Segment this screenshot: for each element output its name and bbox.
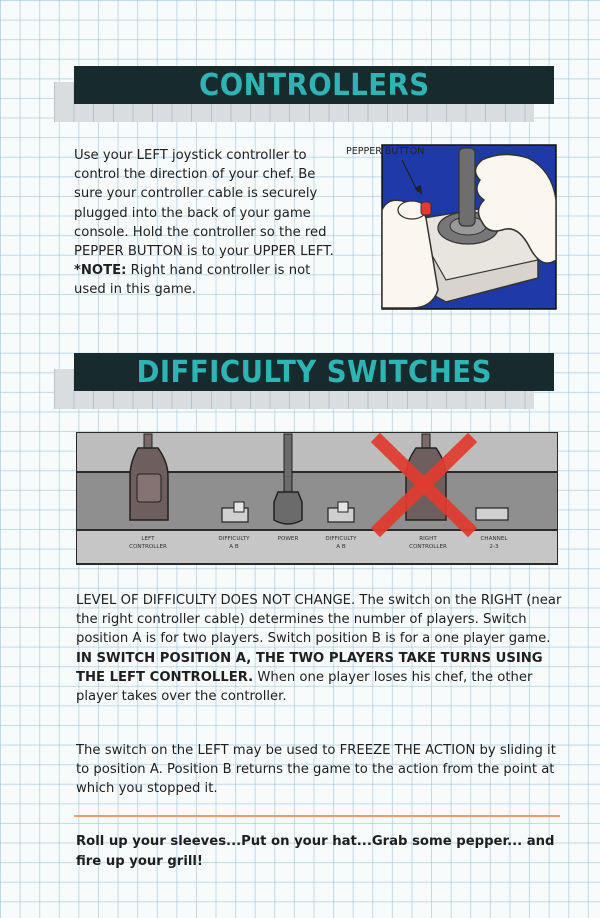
right-cable xyxy=(422,434,430,448)
label-difficulty-a-1: DIFFICULTY xyxy=(218,536,250,542)
label-difficulty-b-2: A B xyxy=(336,544,346,550)
controllers-body: Use your LEFT joystick controller to control the direction of your chef. Be sure your controller cable is securely plugged into the back of your game console. Hold the controller so the red PEPPER BUTTON is to your UPPER LEFT. xyxy=(74,148,334,260)
note-label: *NOTE: xyxy=(74,263,127,279)
label-channel-1: CHANNEL xyxy=(480,536,508,542)
difficulty-paragraph-1 xyxy=(76,591,570,706)
difficulty-para1-bold: IN SWITCH POSITION A, THE TWO PLAYERS TAKE TURNS USING THE LEFT CONTROLLER. xyxy=(76,650,543,685)
controllers-paragraph xyxy=(74,146,346,300)
left-cable xyxy=(144,434,152,448)
label-channel-2: 2-3 xyxy=(489,544,499,550)
difficulty-banner xyxy=(74,353,554,391)
label-right-controller-1: RIGHT xyxy=(419,536,437,542)
label-right-controller-2: CONTROLLER xyxy=(409,544,447,550)
joystick-illustration xyxy=(342,140,560,312)
label-left-controller-1: LEFT xyxy=(141,536,155,542)
note-text: Right hand controller is not used in this game. xyxy=(74,263,311,298)
closing-line: Roll up your sleeves...Put on your hat...Grab some pepper... and fire up your grill! xyxy=(76,834,555,869)
label-power: POWER xyxy=(277,536,299,542)
difficulty-switch-left-knob xyxy=(234,502,244,512)
joystick-stick xyxy=(459,148,475,226)
controllers-heading: CONTROLLERS xyxy=(198,67,430,103)
console-illustration xyxy=(76,432,558,566)
difficulty-para1-a: LEVEL OF DIFFICULTY DOES NOT CHANGE. The switch on the RIGHT (near the right controller cable) determines the number of players. Switch position A is for two players. Switch position B is for a one player game. xyxy=(76,593,562,647)
power-plug xyxy=(274,492,302,524)
power-cable xyxy=(284,434,292,492)
controllers-banner xyxy=(74,66,554,104)
label-difficulty-b-1: DIFFICULTY xyxy=(325,536,357,542)
difficulty-switch-right-knob xyxy=(338,502,348,512)
difficulty-heading: DIFFICULTY SWITCHES xyxy=(136,354,492,390)
accent-divider xyxy=(74,815,560,817)
label-left-controller-2: CONTROLLER xyxy=(129,544,167,550)
channel-switch xyxy=(476,508,508,520)
difficulty-paragraph-2 xyxy=(76,741,570,799)
left-plug-face xyxy=(137,474,161,502)
difficulty-para2: The switch on the LEFT may be used to FREEZE THE ACTION by sliding it to position A. Position B returns the game to the action from the point at which you stopped it. xyxy=(76,743,556,797)
pepper-button-label: PEPPER BUTTON xyxy=(346,146,425,157)
pepper-button xyxy=(421,202,431,215)
difficulty-para1-b: When one player loses his chef, the other player takes over the controller. xyxy=(76,669,533,705)
label-difficulty-a-2: A B xyxy=(229,544,239,550)
